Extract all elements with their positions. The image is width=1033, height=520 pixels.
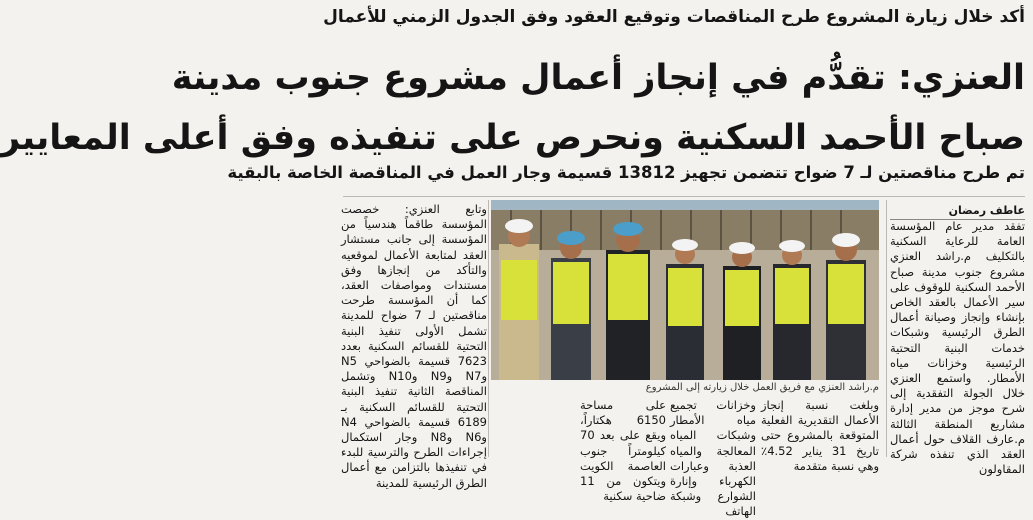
article-text: تفقد مدير عام المؤسسة العامة للرعاية السكنية بالتكليف م.راشد العنزي مشروع جنوب مدينة صباح الأحمد السكنية للوقوف على سير الأعمال بالعقد الخاص بإنشاء وإنجاز وصيانة أعمال الطرق الرئيسية وشبكات خدمات البنية التحتية الرئيسية وخزانات مياه الأمطار. واستمع العنزي خلال الجولة التفقدية إلى شرح موجز من مدير إدارة مشاريع المنطقة الثالثة م.عارف القلاف حول أعمال العقد الذي تنفذه شركة المقاولون: [890, 219, 1025, 477]
byline: عاطف رمضان: [890, 204, 1025, 220]
article-column-bottom-4: [491, 398, 577, 458]
article-column-bottom-2: وخزانات تجميع مياه الأمطار وشبكات المياه المعالجة والمياه العذبة وعبارات الكهرباء وإنارة الشوارع وشبكة الهاتف: [670, 398, 756, 519]
article-text: وتابع العنزي: خصصت المؤسسة طاقماً هندسياً من المؤسسة إلى جانب مستشار العقد لمتابعة الأعمال لموقعيه والتأكد من إنجازها وفق مستندات ومواصفات العقد، كما أن المؤسسة طرحت مناقصتين لـ 7 ضواح للمدينة تشمل الأولى تنفيذ البنية التحتية للقسائم السكنية بعدد 7623 قسيمة بالضواحي N5 وN7 وN9 وN10 وتشمل المناقصة الثانية تنفيذ البنية التحتية للقسائم السكنية بـ 6189 قسيمة بالضواحي N4 وN6 وN8 وجار استكمال إجراءات الطرح والترسية للبدء في تنفيذها بالتزامن مع أعمال الطرق الرئيسية للمدينة: [341, 202, 487, 490]
column-divider: [488, 200, 489, 457]
article-column-bottom-3: على مساحة 6150 هكتاراً، ويقع على بعد 70 كيلومتراً جنوب العاصمة الكويت ويتكون من 11 ضاحية سكنية: [580, 398, 666, 504]
kicker-headline: أكد خلال زيارة المشروع طرح المناقصات وتوقيع العقود وفق الجدول الزمني للأعمال: [323, 7, 1025, 27]
article-column-bottom-1: وبلغت نسبة إنجاز الأعمال التقديرية الفعلية المتوقعة بالمشروع حتى تاريخ 31 يناير 4.52٪ وهي نسبة متقدمة: [761, 398, 879, 473]
article-column-left: [341, 202, 487, 490]
article-column-right: [890, 219, 1025, 477]
column-divider: [886, 200, 887, 457]
headline-line-1: العنزي: تقدُّم في إنجاز أعمال مشروع جنوب مدينة: [171, 58, 1025, 98]
subheadline: تم طرح مناقصتين لـ 7 ضواح تتضمن تجهيز 13812 قسيمة وجار العمل في المناقصة الخاصة بالبقية: [227, 163, 1025, 182]
news-photo: [491, 200, 879, 380]
headline-line-2: صباح الأحمد السكنية ونحرص على تنفيذه وفق أعلى المعايير: [0, 118, 1025, 158]
divider: [343, 196, 1025, 197]
main-headline: [0, 48, 1025, 168]
photo-caption: م.راشد العنزي مع فريق العمل خلال زيارته إلى المشروع: [645, 382, 879, 393]
